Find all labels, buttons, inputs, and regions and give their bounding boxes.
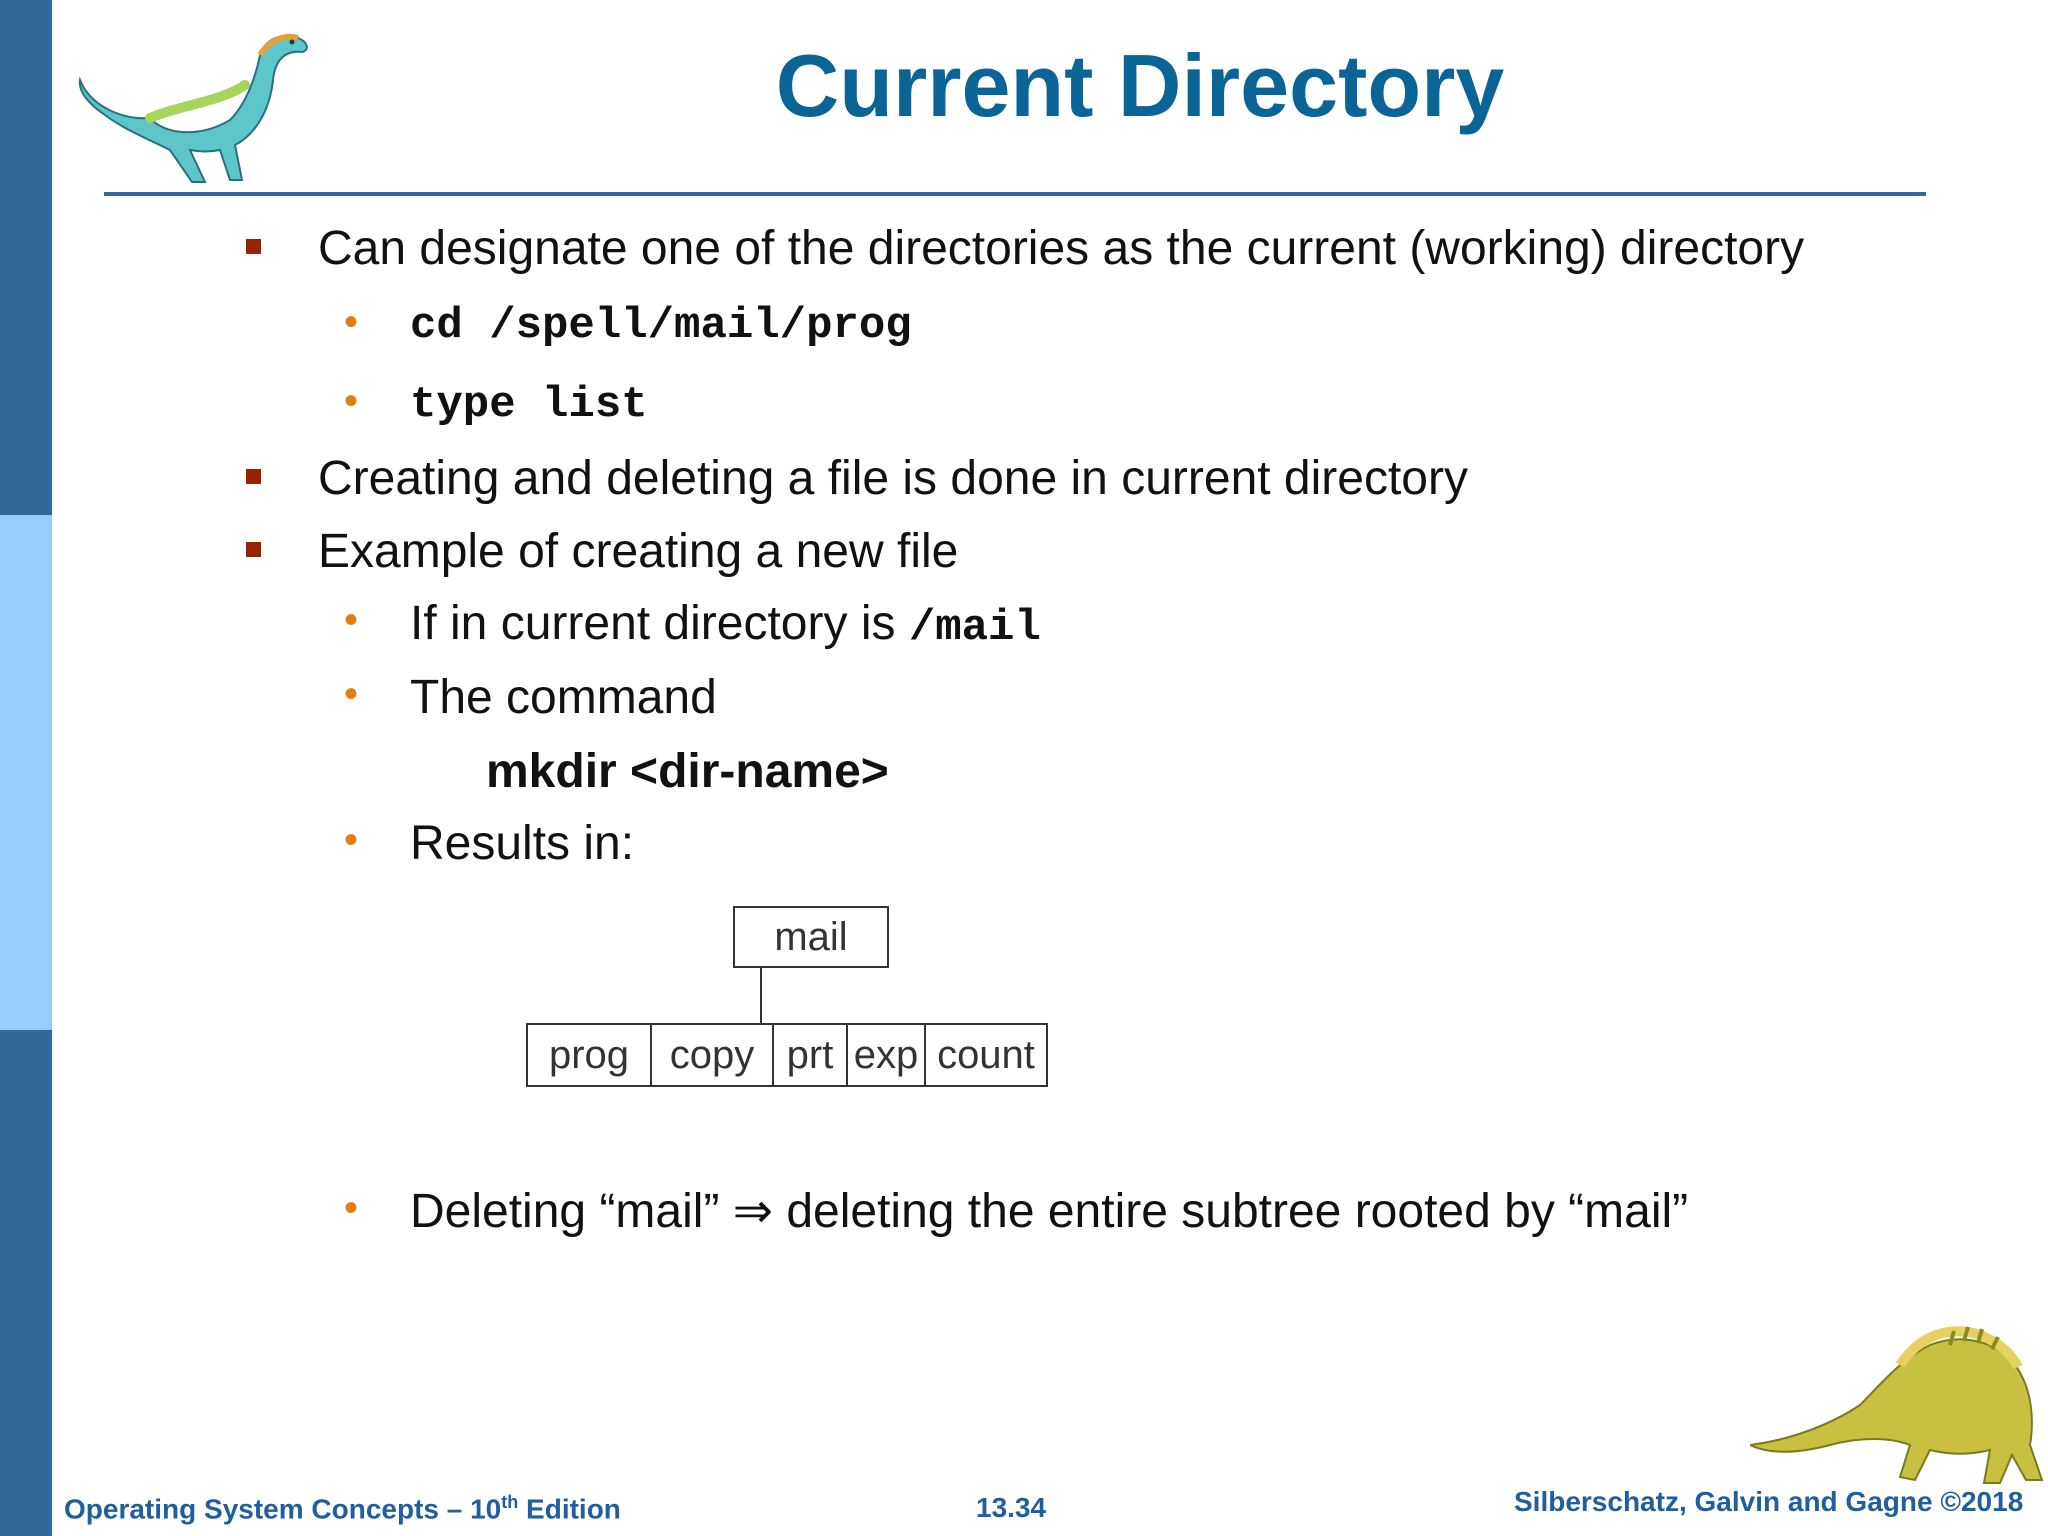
bullet-the-command: The command (410, 671, 717, 724)
bullet-code-cd: cd /spell/mail/prog (410, 301, 912, 351)
tree-child-copy: copy (650, 1023, 774, 1087)
footer-book-title-end: Edition (518, 1493, 621, 1525)
round-bullet-icon: • (344, 672, 359, 716)
bullet-current-dir-text: If in current directory is (410, 597, 909, 650)
bullet-code-type: type list (410, 380, 648, 430)
square-bullet-icon (246, 542, 261, 557)
title-rule (104, 192, 1926, 196)
footer-book-title (64, 1492, 621, 1525)
bullet-text-1: Can designate one of the directories as the current (working) directory (318, 222, 1805, 275)
sidebar-stripe-top (0, 0, 52, 515)
tree-child-prt: prt (772, 1023, 848, 1087)
footer-book-title-main: Operating System Concepts – 10 (64, 1493, 502, 1525)
sidebar-stripe-bottom (0, 1030, 52, 1536)
tree-child-prog: prog (526, 1023, 652, 1087)
bullet-current-dir (410, 597, 1041, 653)
round-bullet-icon: • (344, 300, 359, 344)
tree-connector (760, 968, 762, 1024)
round-bullet-icon: • (344, 1186, 359, 1230)
bullet-text-2: Creating and deleting a file is done in current directory (318, 452, 1468, 505)
footer-page-number: 13.34 (976, 1492, 1047, 1523)
tree-child-exp: exp (846, 1023, 926, 1087)
bullet-results-in: Results in: (410, 817, 635, 870)
page-title: Current Directory (775, 36, 1505, 135)
square-bullet-icon (246, 239, 261, 254)
tree-child-count: count (924, 1023, 1048, 1087)
dinosaur-bottom-right-icon (1750, 1305, 2048, 1490)
sidebar-stripe-middle (0, 515, 52, 1030)
directory-tree-diagram (520, 900, 1060, 1100)
dinosaur-top-left-icon (70, 10, 320, 190)
round-bullet-icon: • (344, 598, 359, 642)
bullet-deleting-mail: Deleting “mail” ⇒ deleting the entire subtree rooted by “mail” (410, 1185, 1689, 1238)
footer-book-title-sup: th (501, 1492, 519, 1512)
round-bullet-icon: • (344, 818, 359, 862)
mkdir-command: mkdir <dir-name> (486, 745, 889, 798)
bullet-current-dir-code: /mail (908, 603, 1041, 653)
round-bullet-icon: • (344, 379, 359, 423)
square-bullet-icon (246, 469, 261, 484)
bullet-text-3: Example of creating a new file (318, 525, 959, 578)
footer-authors: Silberschatz, Galvin and Gagne ©2018 (1514, 1486, 2024, 1517)
tree-root-mail: mail (733, 906, 889, 968)
